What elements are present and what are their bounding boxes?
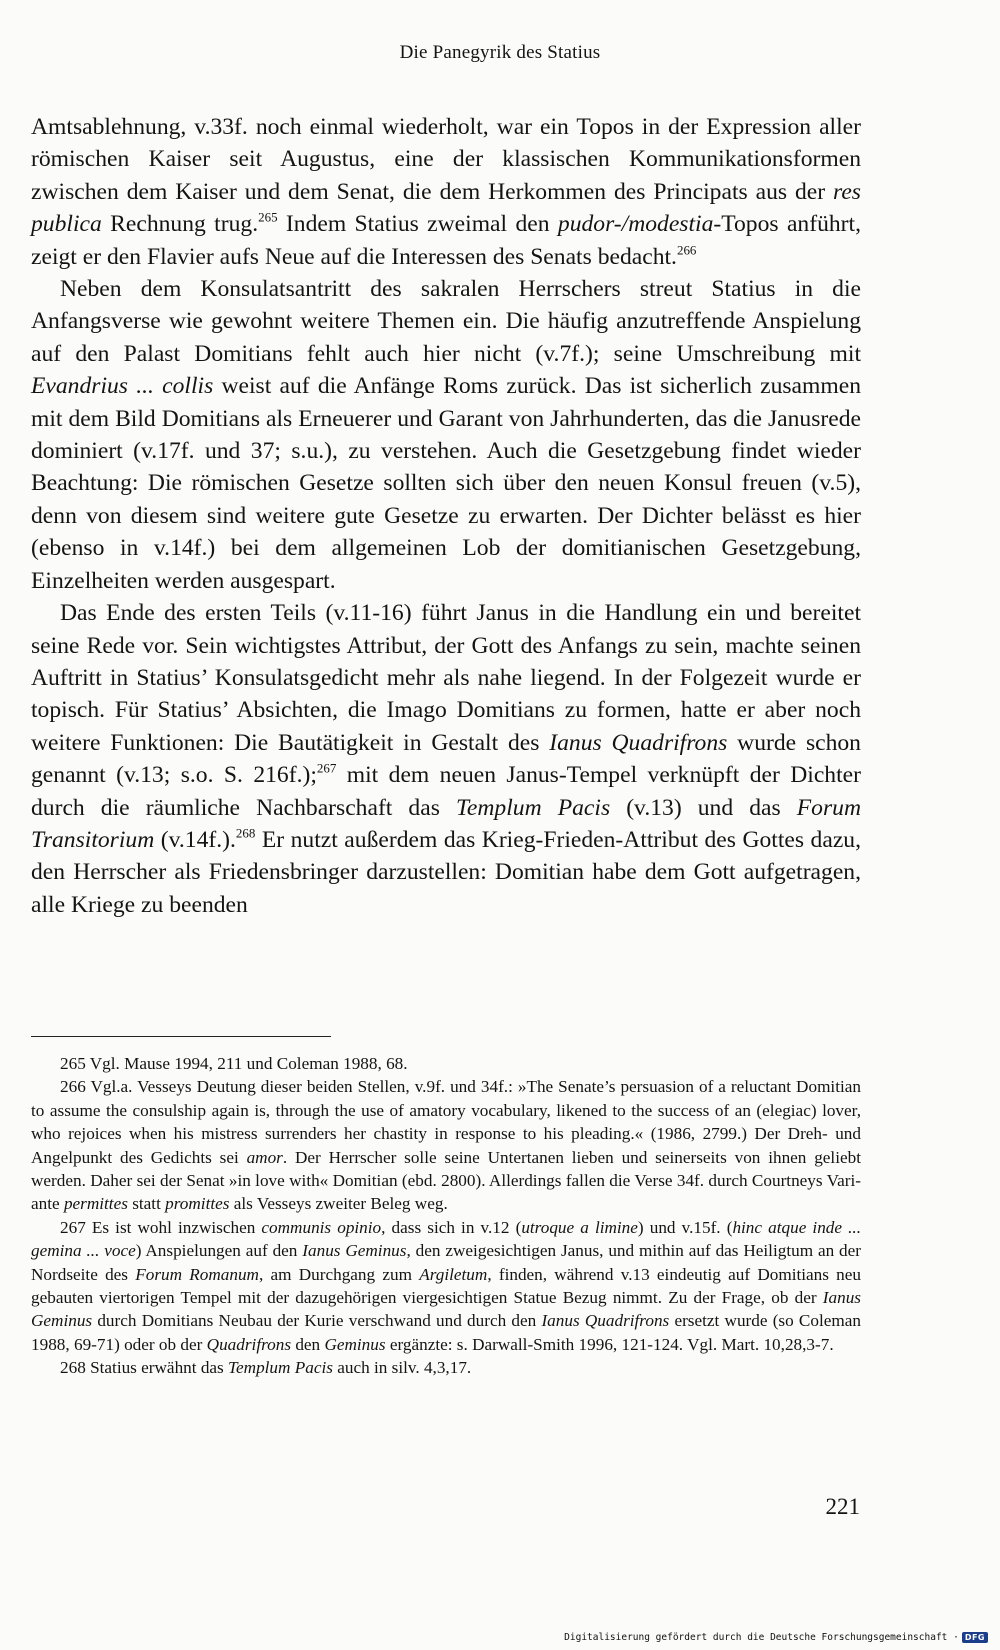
text-run: ) Anspielungen auf den <box>135 1241 303 1261</box>
paragraph <box>31 597 861 921</box>
footnote-ref: 265 <box>258 209 278 225</box>
footnote-rule <box>31 1036 331 1037</box>
text-run: ergänzte: s. Darwall-Smith 1996, 121-124. Vgl. Mart. 10,28,3-7. <box>385 1334 834 1354</box>
italic-phrase: res publica <box>31 178 861 238</box>
text-run: 265 Vgl. Mause 1994, 211 und Coleman 1988, 68. <box>60 1054 408 1073</box>
text-run: mit dem neuen Janus-Tempel verknüpft der Dichter durch die räumliche Nachbarschaft das <box>31 762 861 821</box>
text-run: den <box>291 1334 325 1354</box>
text-run: , den zweigesichtigen Janus, und mithin auf das Heiligtum an der Nordseite des <box>31 1241 861 1284</box>
footnote-ref: 266 <box>676 241 697 257</box>
page-number: 221 <box>825 1494 860 1519</box>
italic-phrase: Templum Pacis <box>455 794 611 821</box>
text-run: 268 Statius erwähnt das <box>60 1358 229 1378</box>
italic-phrase: Forum Romanum <box>135 1264 259 1284</box>
paragraph <box>31 111 861 273</box>
text-run: Das Ende des ersten Teils (v.11-16) führt Janus in die Handlung ein und bereitet seine Rede vor. Sein wichtigstes Attribut, der Gott des Anfangs zu sein, machte seinen Auftritt in Statius’ Konsulatsgedicht mehr als nahe liegend. In der Folgezeit wurde er topisch. Für Statius’ Absichten, die Imago Domitians zu formen, hatte er aber noch weitere Funktionen: Die Bautätigkeit in Gestalt des <box>31 600 861 756</box>
footnote <box>31 1216 861 1356</box>
footnote <box>31 1075 861 1215</box>
italic-phrase: Ianus Geminus <box>31 1288 861 1331</box>
footnote-ref: 267 <box>316 760 337 776</box>
paragraph <box>31 273 861 597</box>
dfg-logo-icon: DFG <box>962 1632 988 1643</box>
italic-phrase: utroque a limine <box>521 1217 638 1237</box>
text-run: , finden, während v.13 eindeutig auf Domitians neu gebauten viertorigen Tempel mit der dazugehörigen viergesichtigen Statue Bezug nimmt. Zu der Frage, ob der <box>31 1264 861 1308</box>
text-run: . Der Herrscher solle seine Untertanen lieben und seinerseits von ihnen geliebt werden. Daher sei der Senat »in love with« Domitian (ebd. 2800). Allerdings fallen die Verse 34f. durch Courtneys Variante <box>31 1147 861 1214</box>
italic-phrase: Templum Pacis <box>228 1358 333 1378</box>
main-text <box>31 111 861 921</box>
text-run: weist auf die Anfänge Roms zurück. Das ist sicherlich zusammen mit dem Bild Domitians als Erneuerer und Garant von Jahrhunderten, das die Janusrede dominiert (v.17f. und 37; s.u.), zu verstehen. Auch die Gesetzgebung findet wieder Beachtung: Die römischen Gesetze sollten sich über den neuen Konsul freuen (v.5), denn von diesem sind weitere gute Gesetze zu erwarten. Der Dichter belässt es hier (ebenso in v.14f.) bei dem allgemeinen Lob der domitianischen Gesetzgebung, Einzelheiten werden ausgespart. <box>31 373 861 594</box>
italic-phrase: amor <box>246 1147 283 1167</box>
text-run: ) und v.15f. ( <box>637 1217 733 1237</box>
italic-phrase: permittes <box>63 1194 128 1214</box>
digitization-credit-text: Digitalisierung gefördert durch die Deutsche Forschungsgemeinschaft · <box>564 1632 959 1643</box>
italic-phrase: hinc atque inde ... gemina ... voce <box>31 1217 862 1261</box>
running-head: Die Panegyrik des Statius <box>399 42 601 63</box>
text-run: auch in silv. 4,3,17. <box>332 1358 472 1378</box>
footnote <box>31 1356 861 1379</box>
text-run: statt <box>127 1194 166 1214</box>
text-run: Rechnung trug. <box>101 211 259 238</box>
italic-phrase: Geminus <box>324 1334 386 1354</box>
text-run: Amtsablehnung, v.33f. noch einmal wiederholt, war ein Topos in der Expression aller römischen Kaiser seit Augustus, eine der klassischen Kommunikationsformen zwischen dem Kaiser und dem Senat, die dem Herkommen des Principats aus der <box>31 114 861 205</box>
digitization-credit <box>564 1632 988 1643</box>
italic-phrase: Ianus Quadrifrons <box>541 1311 670 1331</box>
italic-phrase: Ianus Quadrifrons <box>549 729 728 756</box>
text-run: 266 Vgl.a. Vesseys Deutung dieser beiden Stellen, v.9f. und 34f.: »The Senate’s persuasion of a reluctant Domitian to assume the consulship again is, through the use of amatory vocabulary, likened to the success of an (elegiac) lover, who rejoices when his mistress surrenders her chastity in response to his pleading.« (1986, 2799.) Der Dreh- und Angelpunkt des Gedichts sei <box>31 1077 861 1167</box>
text-run: Er nutzt außerdem das Krieg-Frieden-Attribut des Gottes dazu, den Herrscher als Friedensbringer darzustellen: Domitian habe dem Gott aufgetragen, alle Kriege zu beenden <box>31 826 861 918</box>
italic-phrase: Forum Transitorium <box>31 794 861 853</box>
italic-phrase: pudor-/modestia- <box>557 211 722 238</box>
text-run: Indem Statius zweimal den <box>277 211 558 238</box>
text-run: ersetzt wurde (so Coleman 1988, 69-71) oder ob der <box>31 1311 861 1354</box>
italic-phrase: Argiletum <box>419 1264 488 1284</box>
text-run: Neben dem Konsulatsantritt des sakralen Herrschers streut Statius in die Anfangsverse wie gewohnt weitere Themen ein. Die häufig anzutreffende Anspielung auf den Palast Domitians fehlt auch hier nicht (v.7f.); seine Umschreibung mit <box>31 276 861 367</box>
text-run: (v.14f.). <box>154 826 236 853</box>
text-run: Topos anführt, zeigt er den Flavier aufs Neue auf die Interessen des Senats bedacht. <box>31 211 861 270</box>
footnote <box>31 1052 861 1075</box>
italic-phrase: communis opinio <box>261 1217 382 1237</box>
italic-phrase: promittes <box>165 1194 230 1214</box>
italic-phrase: Quadrifrons <box>206 1334 292 1354</box>
text-run: (v.13) und das <box>610 794 797 821</box>
italic-phrase: Ianus Geminus <box>302 1241 407 1261</box>
footnotes <box>31 1052 861 1380</box>
footnote-ref: 268 <box>235 825 256 841</box>
text-run: wurde schon genannt (v.13; s.o. S. 216f.); <box>31 729 861 789</box>
italic-phrase: Evandrius ... collis <box>31 373 214 400</box>
text-run: 267 Es ist wohl inzwischen <box>60 1217 262 1237</box>
text-run: , am Durchgang zum <box>258 1264 420 1284</box>
text-run: , dass sich in v.12 ( <box>381 1217 522 1237</box>
text-run: durch Domitians Neubau der Kurie verschwand und durch den <box>92 1311 542 1331</box>
text-run: als Vesseys zweiter Beleg weg. <box>229 1194 448 1214</box>
